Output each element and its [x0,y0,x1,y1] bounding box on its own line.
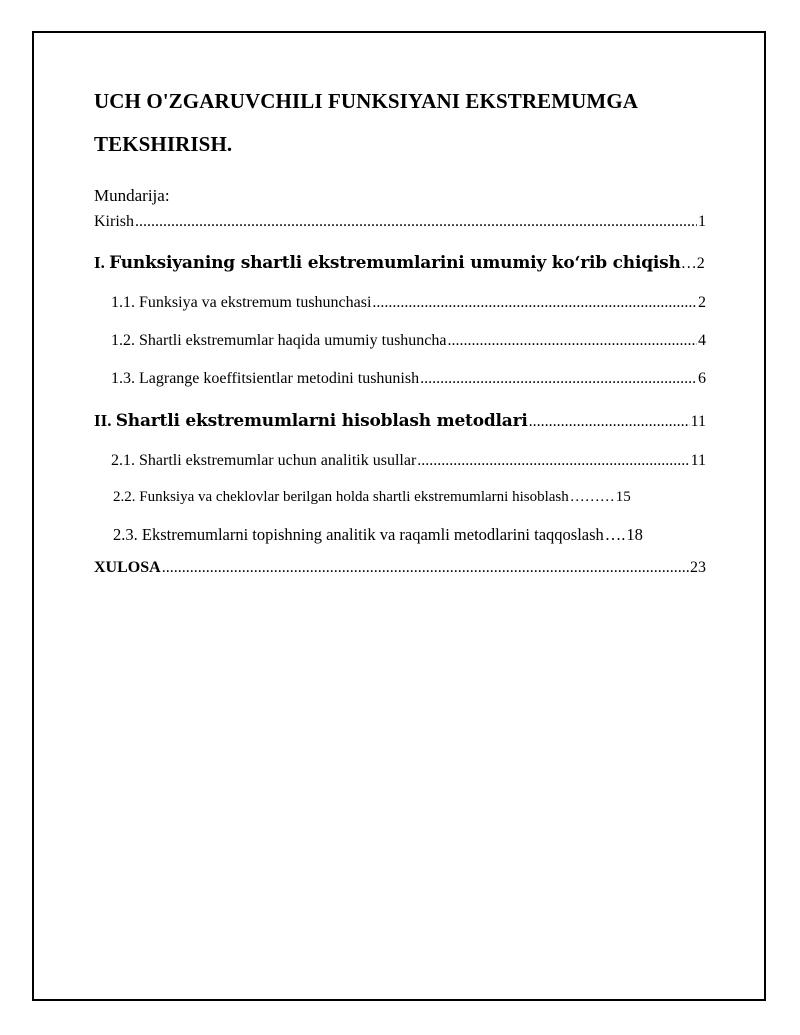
toc-entry-1-3[interactable] [94,370,706,395]
table-of-contents [94,213,706,583]
toc-page-number: 1 [698,213,706,230]
toc-entry-2-2[interactable] [94,489,706,513]
toc-leader: … [680,255,697,272]
toc-leader: …. [604,525,626,544]
toc-leader-dots [162,559,689,577]
toc-leader-dots [135,213,697,231]
toc-entry-label: 2.1. Shartli ekstremumlar uchun analitik usullar [111,452,417,469]
toc-leader-dots [448,332,698,350]
document-title-line-1: UCH O'ZGARUVCHILI FUNKSIYANI EKSTREMUMGA [94,89,639,113]
toc-section-number: II. [94,411,112,430]
toc-entry-label: 2.3. Ekstremumlarni topishning analitik va raqamli metodlarini taqqoslash [113,525,604,544]
toc-leader-dots [417,452,689,470]
toc-leader-dots [420,370,697,388]
document-title [94,80,706,166]
toc-page-number: 11 [690,413,706,430]
toc-section-title: Funksiyaning shartli ekstremumlarini umumiy ko‘rib chiqish [109,253,681,273]
toc-entry-label: XULOSA [94,559,161,576]
toc-page-number: 23 [690,559,706,576]
toc-page-number: 2 [696,255,705,272]
document-title-line-2: TEKSHIRISH. [94,132,233,156]
toc-page-number: 18 [626,525,643,544]
toc-leader-dots [372,294,697,312]
toc-entry-section-2[interactable] [94,411,706,439]
toc-page-number: 4 [698,332,706,349]
toc-entry-1-2[interactable] [94,332,706,357]
toc-section-title: Shartli ekstremumlarni hisoblash metodlari [115,411,528,431]
toc-section-number: I. [94,253,105,272]
toc-entry-section-1[interactable] [94,253,706,281]
toc-page-number: 2 [698,294,706,311]
toc-leader-dots [529,413,690,431]
toc-page-number: 6 [698,370,706,387]
toc-entry-label: 1.3. Lagrange koeffitsientlar metodini tushunish [111,370,420,387]
toc-leader: ……… [569,489,615,505]
toc-entry-conclusion[interactable] [94,559,706,583]
toc-entry-label: 1.1. Funksiya va ekstremum tushunchasi [111,294,372,311]
toc-section-label [94,253,681,273]
toc-entry-label: 1.2. Shartli ekstremumlar haqida umumiy tushuncha [111,332,447,349]
document-body [94,80,706,583]
toc-entry-2-3[interactable] [94,525,706,551]
toc-entry-intro[interactable] [94,213,706,237]
toc-entry-label: Kirish [94,213,134,230]
toc-heading: Mundarija: [94,186,170,205]
toc-page-number: 15 [615,489,631,505]
toc-entry-label: 2.2. Funksiya va cheklovlar berilgan holda shartli ekstremumlarni hisoblash [113,489,569,505]
toc-section-label [94,411,528,431]
toc-page-number: 11 [690,452,706,469]
toc-entry-1-1[interactable] [94,294,706,319]
toc-entry-2-1[interactable] [94,452,706,477]
